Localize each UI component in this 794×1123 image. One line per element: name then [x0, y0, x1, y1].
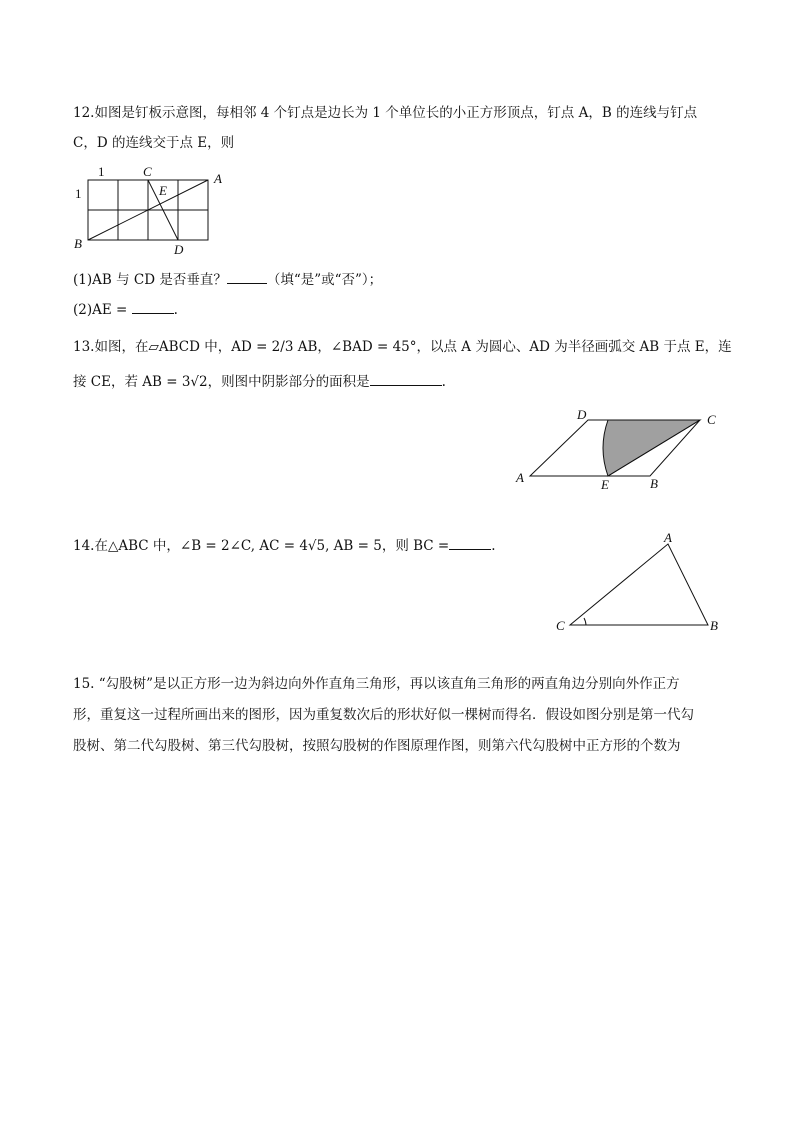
fig12-label-b: B	[74, 236, 82, 251]
q12-sub-2	[73, 300, 178, 319]
q14-line	[73, 536, 496, 555]
fig14-label-b: B	[710, 618, 718, 633]
q15-line-1: 15. “勾股树”是以正方形一边为斜边向外作直角三角形，再以该直角三角形的两直角边分别向外作正方	[73, 676, 680, 692]
fig12-label-1-left: 1	[75, 186, 82, 201]
q12-line-2: C，D 的连线交于点 E，则	[73, 135, 235, 151]
fig14-label-a: A	[664, 530, 672, 545]
fig12-label-1-top: 1	[98, 164, 105, 179]
fig12-label-d: D	[174, 242, 184, 257]
q12-answer-blank-1	[227, 270, 267, 284]
q14-end: .	[491, 538, 496, 554]
q12-pegboard-figure	[68, 160, 238, 260]
q12-sub-1-text: (1)AB 与 CD 是否垂直？	[73, 272, 227, 288]
fig12-label-a: A	[214, 171, 222, 186]
q12-sub-1-hint: （填“是”或“否”）；	[266, 272, 383, 288]
q12-answer-blank-2	[132, 300, 174, 314]
fig13-label-b: B	[650, 476, 658, 491]
q13-answer-blank	[370, 372, 442, 386]
q14-answer-blank	[449, 536, 491, 550]
fig12-label-c: C	[143, 164, 152, 179]
fig13-label-c: C	[707, 412, 716, 427]
q12-sub-1	[73, 270, 382, 289]
q12-sub-2-text: (2)AE =	[73, 302, 128, 318]
triangle-abc	[570, 544, 708, 625]
q12-sub-2-end: .	[173, 302, 178, 318]
q15-line-3: 股树、第二代勾股树、第三代勾股树，按照勾股树的作图原理作图，则第六代勾股树中正方形的个数为	[73, 738, 681, 754]
q13-line-2	[73, 372, 446, 391]
fig13-label-a: A	[516, 470, 524, 485]
fig12-label-e: E	[159, 183, 167, 198]
q13-parallelogram-figure	[510, 404, 730, 494]
q12-line-1: 12.如图是钉板示意图，每相邻 4 个钉点是边长为 1 个单位长的小正方形顶点，钉点 A，B 的连线与钉点	[73, 105, 698, 121]
fig13-label-d: D	[577, 407, 587, 422]
q13-line-1: 13.如图，在▱ABCD 中，AD = 2/3 AB，∠BAD = 45°，以点 A 为圆心、AD 为半径画弧交 AB 于点 E，连	[73, 339, 732, 355]
angle-c-mark	[584, 618, 586, 625]
fig13-label-e: E	[601, 477, 609, 492]
q14-triangle-figure	[550, 530, 730, 640]
q14-text: 14.在△ABC 中，∠B = 2∠C, AC = 4√5, AB = 5，则 BC =	[73, 538, 450, 554]
q15-line-2: 形，重复这一过程所画出来的图形，因为重复数次后的形状好似一棵树而得名．假设如图分别是第一代勾	[73, 707, 694, 723]
fig14-label-c: C	[556, 618, 565, 633]
q13-line-2-end: .	[441, 374, 446, 390]
q13-line-2-text: 接 CE，若 AB = 3√2，则图中阴影部分的面积是	[73, 374, 370, 390]
